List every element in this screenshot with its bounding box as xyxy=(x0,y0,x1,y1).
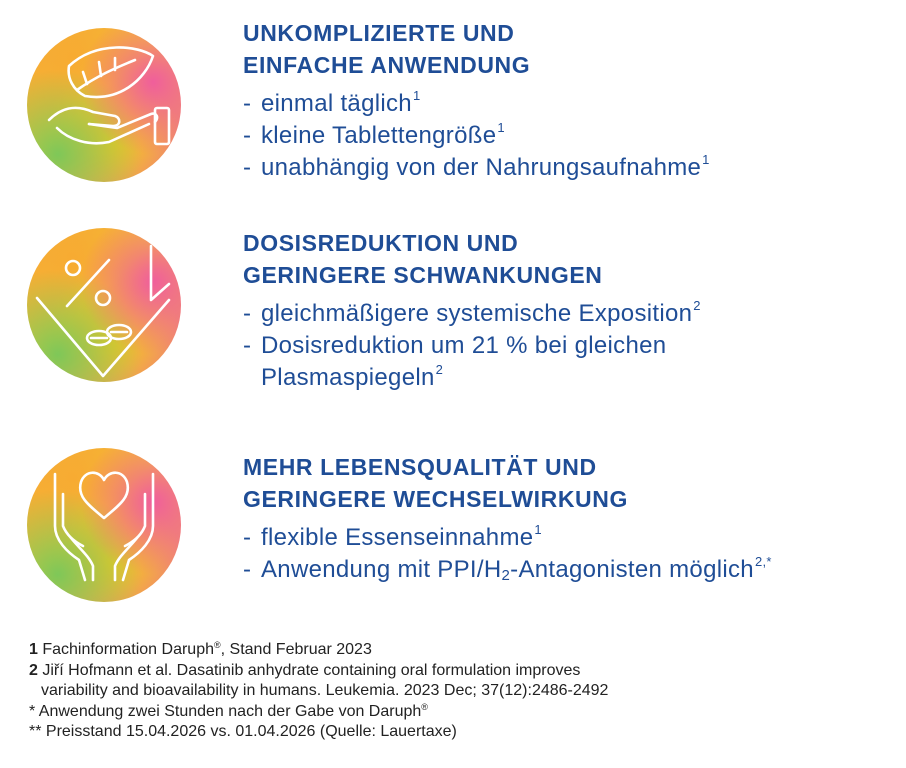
bullet-item: - Anwendung mit PPI/$H_2$-Antagonisten möglich$^{2,*}$ xyxy=(243,554,772,586)
footnote-4: ** Preisstand 15.04.2026 vs. 01.04.2026 (Quelle: Lauertaxe) xyxy=(29,723,457,740)
bullet-item: - unabhängig von der Nahrungsaufnahme$^1$ xyxy=(243,152,710,184)
bullet-item: - Dosisreduktion um 21 % bei gleichen Plasmaspiegeln$^2$ xyxy=(243,330,701,394)
footnote-3: * Anwendung zwei Stunden nach der Gabe von Daruph® xyxy=(29,701,428,720)
badge-circle xyxy=(27,228,181,382)
bullet-item: - flexible Essenseinnahme$^1$ xyxy=(243,522,772,554)
bullet-item: - kleine Tablettengröße$^1$ xyxy=(243,120,710,152)
bullet-item: - gleichmäßigere systemische Exposition$^2$ xyxy=(243,298,701,330)
hands-heart-icon xyxy=(27,448,181,602)
footnotes xyxy=(29,640,889,743)
footnote-1: 1 Fachinformation Daruph®, Stand Februar 2023 xyxy=(29,640,372,658)
badge-circle xyxy=(27,28,181,182)
feature-heading: MEHR LEBENSQUALITÄT UND GERINGERE WECHSELWIRKUNG xyxy=(243,454,628,512)
feature-heading: UNKOMPLIZIERTE UND EINFACHE ANWENDUNG xyxy=(243,20,531,78)
feature-heading: DOSISREDUKTION UND GERINGERE SCHWANKUNGEN xyxy=(243,230,603,288)
bullet-item: - einmal täglich$^1$ xyxy=(243,88,710,120)
feature-bullet-list xyxy=(243,298,701,394)
feature-bullet-list xyxy=(243,522,772,586)
footnote-2: 2 Jiří Hofmann et al. Dasatinib anhydrate containing oral formulation improves variability and bioavailability in humans. Leukemia. 2023 Dec; 37(12):2486-2492 xyxy=(29,661,609,699)
percent-down-arrow-pills-icon xyxy=(27,228,181,382)
feature-bullet-list xyxy=(243,88,710,184)
hand-leaf-icon xyxy=(27,28,181,182)
badge-circle xyxy=(27,448,181,602)
